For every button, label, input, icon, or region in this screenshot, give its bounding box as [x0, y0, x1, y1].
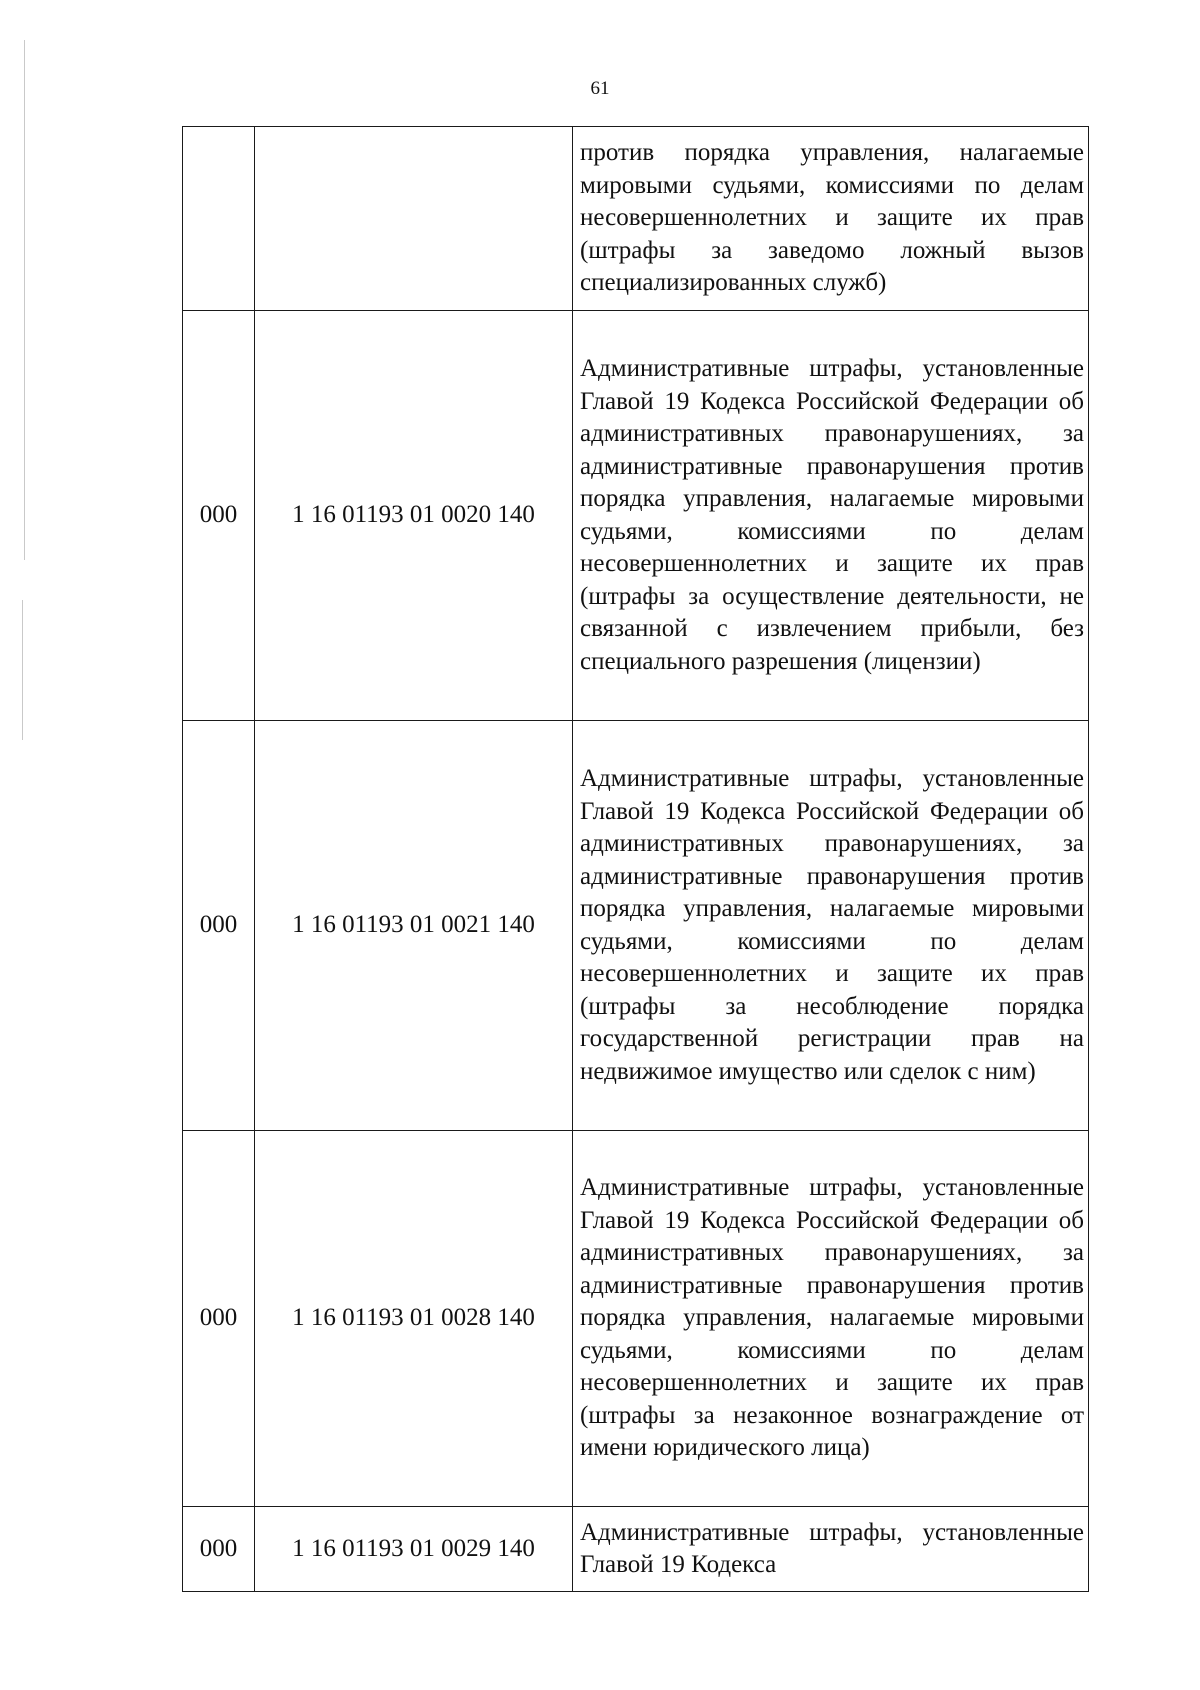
admin-code-cell: [183, 127, 255, 311]
scan-margin-mark: [22, 600, 23, 740]
budget-code-cell: 1 16 01193 01 0028 140: [255, 1131, 573, 1507]
description-cell: [573, 1131, 1089, 1507]
description-cell: [573, 311, 1089, 721]
budget-code-table: [182, 126, 1089, 1592]
description-text: Административные штрафы, установленные Главой 19 Кодекса Российской Федерации об административных правонарушениях, за административные правонарушения против порядка управления, налагаемые мировыми судьями, комиссиями по делам несовершеннолетних и защите их прав (штрафы за незаконное вознаграждение от имени юридического лица): [580, 1174, 1084, 1462]
page-number: 61: [590, 78, 610, 99]
table-row: [183, 1507, 1089, 1592]
description-cell: [573, 721, 1089, 1131]
description-cell: [573, 1507, 1089, 1592]
table-row: [183, 311, 1089, 721]
admin-code-cell: 000: [183, 721, 255, 1131]
table-row: [183, 1131, 1089, 1507]
budget-code-cell: [255, 127, 573, 311]
admin-code-cell: 000: [183, 1507, 255, 1592]
description-cell: [573, 127, 1089, 311]
budget-code-cell: 1 16 01193 01 0020 140: [255, 311, 573, 721]
table-row: [183, 721, 1089, 1131]
admin-code-cell: 000: [183, 311, 255, 721]
table-row: [183, 127, 1089, 311]
budget-code-cell: 1 16 01193 01 0021 140: [255, 721, 573, 1131]
scan-margin-mark: [24, 40, 25, 560]
description-text: Административные штрафы, установленные Главой 19 Кодекса Российской Федерации об административных правонарушениях, за административные правонарушения против порядка управления, налагаемые мировыми судьями, комиссиями по делам несовершеннолетних и защите их прав (штрафы за осуществление деятельности, не связанной с извлечением прибыли, без специального разрешения (лицензии): [580, 355, 1084, 675]
budget-code-cell: 1 16 01193 01 0029 140: [255, 1507, 573, 1592]
description-text: Административные штрафы, установленные Главой 19 Кодекса Российской Федерации об административных правонарушениях, за административные правонарушения против порядка управления, налагаемые мировыми судьями, комиссиями по делам несовершеннолетних и защите их прав (штрафы за несоблюдение порядка государственной регистрации прав на недвижимое имущество или сделок с ним): [580, 765, 1084, 1085]
description-text: Административные штрафы, установленные Главой 19 Кодекса: [580, 1518, 1084, 1578]
admin-code-cell: 000: [183, 1131, 255, 1507]
description-text: против порядка управления, налагаемые мировыми судьями, комиссиями по делам несовершеннолетних и защите их прав (штрафы за заведомо ложный вызов специализированных служб): [580, 139, 1084, 297]
